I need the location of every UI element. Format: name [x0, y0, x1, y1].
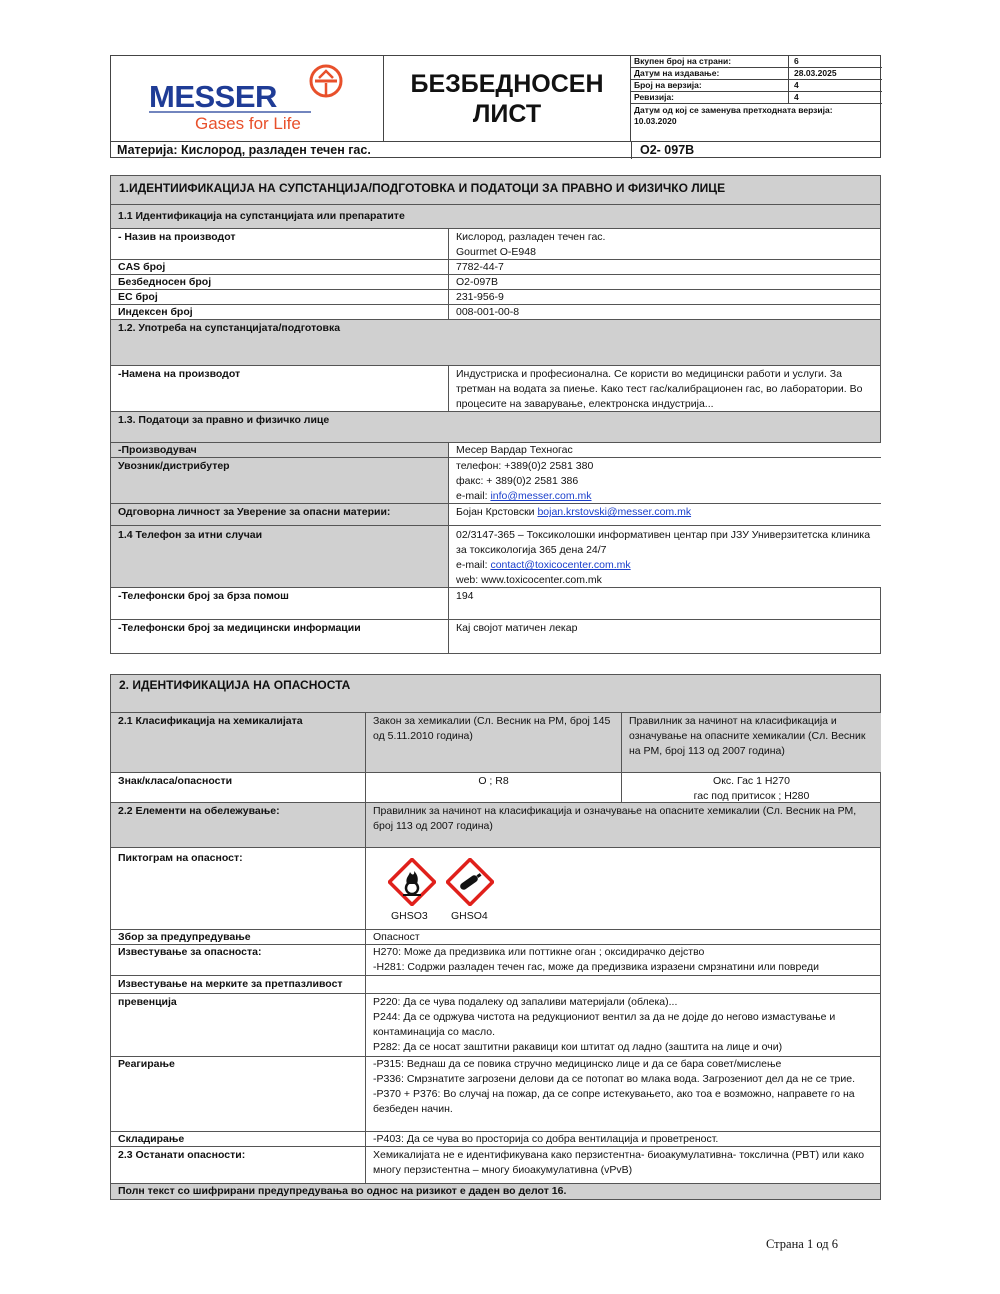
section-1-heading	[111, 176, 880, 205]
row-value: Опасност	[365, 930, 881, 944]
classification-law: Закон за хемикалии (Сл. Весник на РМ, број 145 од 5.11.2010 година)	[365, 713, 621, 772]
row-value: 7782-44-7	[448, 260, 881, 274]
row-safety-number	[111, 275, 880, 290]
importer-email-link[interactable]: info@messer.com.mk	[490, 490, 592, 502]
row-label: Известување за опасноста:	[118, 946, 262, 958]
row-value: H270: Може да предизвика или поттикне оган ; оксидирачко дејство -H281: Содржи разладен течен гас, може да предизвика изразени смрзнатини или повреди	[365, 945, 881, 975]
meta-value: 4	[794, 92, 799, 102]
company-logo	[111, 56, 384, 141]
row-label: -Намена на производот	[118, 368, 241, 380]
pictogram-1-label: GHSO3	[391, 910, 428, 922]
row-label: -Производувач	[118, 444, 197, 456]
row-value: Индустриска и професионална. Се користи во медицински работи и услуги. За третман на водата за пиење. Како тест гас/калибрационен гас, во лаборатории. Во процесите на заварување, електронска индустрија...	[448, 366, 881, 411]
substance-bar	[111, 141, 880, 158]
document-title: БЕЗБЕДНОСЕН ЛИСТ	[384, 56, 631, 141]
page-of-label: од	[813, 1237, 832, 1251]
row-cas	[111, 260, 880, 275]
meta-value: 6	[794, 56, 799, 66]
row-label: Знак/класа/опасности	[118, 775, 233, 787]
row-label: Реагирање	[118, 1058, 175, 1070]
subsection-1-3	[111, 412, 880, 443]
meta-row-total-pages	[631, 56, 882, 68]
row-value: -P403: Да се чува во просторија со добра вентилација и проветреност.	[365, 1132, 881, 1146]
section-2-table	[110, 674, 881, 1200]
email-prefix: e-mail:	[456, 559, 491, 571]
messer-logo-graphic	[111, 56, 383, 141]
importer-fax: факс: + 389(0)2 2581 386	[456, 475, 579, 487]
meta-row-revision	[631, 92, 882, 104]
row-label: CAS број	[118, 261, 166, 273]
meta-value: 4	[794, 80, 799, 90]
row-value: Месер Вардар Техногас	[448, 443, 881, 457]
row-label: Известување на мерките за претпазливост	[118, 978, 343, 990]
flame-over-circle-icon	[388, 858, 436, 906]
row-value: 008-001-00-8	[448, 305, 881, 319]
page-number: 1	[806, 1237, 814, 1251]
section-title: 1.ИДЕНТИИФИКАЦИЈА НА СУПСТАНЦИЈА/ПОДГОТОВКА И ПОДАТОЦИ ЗА ПРАВНО И ФИЗИЧКО ЛИЦЕ	[119, 181, 726, 195]
pictogram-2-label: GHSO4	[451, 910, 488, 922]
row-value	[448, 458, 881, 503]
row-label: ЕС број	[118, 291, 158, 303]
row-storage	[111, 1132, 880, 1147]
row-value	[448, 504, 881, 525]
subsection-1-1	[111, 205, 880, 229]
substance-name: Материја: Кислород, разладен течен гас.	[117, 143, 371, 157]
substance-code: O2- 097B	[631, 142, 880, 159]
row-first-aid-phone	[111, 588, 880, 620]
meta-label: Датум од кој се заменува претходната верзија:	[634, 105, 833, 115]
logo-brand-text: MESSER	[149, 79, 277, 114]
row-label: Безбедносен број	[118, 276, 212, 288]
section-title: 2. ИДЕНТИФИКАЦИЈА НА ОПАСНОСТА	[119, 678, 351, 692]
page-label: Страна	[766, 1237, 807, 1251]
meta-label: Број на верзија:	[631, 80, 789, 91]
row-label: превенција	[118, 996, 177, 1008]
emergency-line: 02/3147-365 – Токсиколошки информативен центар при ЈЗУ Универзитетска клиника за токсикологија 365 дена 24/7	[456, 529, 871, 556]
row-value	[448, 526, 881, 587]
row-label: Увозник/дистрибутер	[118, 460, 230, 472]
logo-tagline-text: Gases for Life	[195, 114, 301, 133]
subsection-1-2	[111, 320, 880, 366]
row-value: 231-956-9	[448, 290, 881, 304]
gas-cylinder-icon	[446, 858, 494, 906]
row-label: 2.1 Класификација на хемикалијата	[111, 713, 365, 772]
row-precautionary-heading	[111, 976, 880, 994]
meta-label: Датум на издавање:	[631, 68, 789, 79]
row-responsible-person	[111, 504, 880, 526]
row-other-hazards	[111, 1147, 880, 1184]
subsection-title: 1.2. Употреба на супстанцијата/подготовка	[118, 322, 341, 334]
row-value: O2-097B	[448, 275, 881, 289]
importer-phone: телефон: +389(0)2 2581 380	[456, 460, 594, 472]
row-value: Кај својот матичен лекар	[448, 620, 881, 653]
page-footer	[766, 1237, 838, 1252]
meta-row-issue-date	[631, 68, 882, 80]
meta-label: Вкупен број на страни:	[631, 56, 789, 67]
full-text-note: Полн текст со шифрирани предупредувања во однос на ризикот е даден во делот 16.	[118, 1185, 567, 1197]
emergency-web: web: www.toxicocenter.com.mk	[456, 574, 602, 586]
row-label: Збор за предупредување	[118, 931, 251, 943]
row-label: - Назив на производот	[118, 231, 236, 243]
row-prevention	[111, 994, 880, 1057]
row-importer	[111, 458, 880, 504]
row-product-name	[111, 229, 880, 260]
row-label: -Телефонски број за брза помош	[118, 590, 289, 602]
meta-value: 28.03.2025	[794, 68, 837, 78]
row-full-text-note	[111, 1184, 880, 1199]
document-meta-table	[631, 56, 882, 141]
meta-row-version	[631, 80, 882, 92]
row-medical-phone	[111, 620, 880, 653]
sign-rulebook: Окс. Гас 1 H270 гас под притисок ; H280	[621, 773, 881, 802]
document-header	[110, 55, 881, 158]
messer-emblem-icon	[311, 66, 341, 97]
row-value: -P315: Веднаш да се повика стручно медицинско лице и да се бара совет/мислење -P336: Смрзнатите загрозени делови да се потопат во млака вода. Загрозениот дел да не се трие. -P370 + P376: Во случај на пожар, да се сопре истекувањето, ако тоа е возможно, направете го на безбеден начин.	[365, 1057, 881, 1131]
row-value: Правилник за начинот на класификација и означување на опасните хемикалии (Сл. Весник на РМ, број 113 од 2007 година)	[365, 803, 881, 847]
email-prefix: e-mail:	[456, 490, 491, 502]
row-value: Кислород, разладен течен гас. Gourmet O-E948	[448, 229, 881, 259]
responsible-email-link[interactable]: bojan.krstovski@messer.com.mk	[537, 506, 692, 518]
row-emergency-phone	[111, 526, 880, 588]
row-value: P220: Да се чува подалеку од запаливи материјали (облека)... P244: Да се одржува чистота на редукциониот вентил за да не дојде до негово измастување и контаминација со масло. P282: Да се носат заштитни ракавици кои штитат од ладно (заштита на лице и очи)	[365, 994, 881, 1056]
row-response	[111, 1057, 880, 1132]
row-label: -Телефонски број за медицински информации	[118, 622, 361, 634]
emergency-email-line	[456, 558, 874, 573]
row-label: 2.2 Елементи на обележување:	[118, 805, 280, 817]
row-label: Пиктограм на опасност:	[118, 852, 243, 864]
row-value-empty	[365, 976, 881, 993]
row-label: Складирање	[118, 1133, 185, 1145]
row-classification	[111, 713, 880, 773]
section-2-heading	[111, 675, 880, 713]
row-label: Одговорна личност за Уверение за опасни материи:	[118, 506, 391, 518]
sign-law: O ; R8	[365, 773, 621, 802]
row-pictograms	[111, 848, 880, 930]
pictogram-cell	[365, 848, 881, 929]
row-ec-number	[111, 290, 880, 305]
emergency-email-link[interactable]: contact@toxicocenter.com.mk	[490, 559, 631, 571]
responsible-name: Бојан Крстовски	[456, 506, 538, 518]
classification-rulebook: Правилник за начинот на класификација и означување на опасните хемикалии (Сл. Весник на РМ, број 113 од 2007 година)	[621, 713, 881, 772]
meta-row-replaced-date	[631, 104, 882, 129]
row-sign-class	[111, 773, 880, 803]
meta-label: Ревизија:	[631, 92, 789, 103]
row-label: 2.3 Останати опасности:	[118, 1149, 246, 1161]
row-index-number	[111, 305, 880, 320]
row-product-purpose	[111, 366, 880, 412]
row-value: 194	[448, 588, 881, 619]
row-label: Индексен број	[118, 306, 193, 318]
subsection-title: 1.3. Податоци за правно и физичко лице	[118, 414, 330, 426]
row-signal-word	[111, 930, 880, 945]
importer-email-line	[456, 489, 874, 504]
row-hazard-statements	[111, 945, 880, 976]
meta-value: 10.03.2020	[634, 116, 677, 126]
row-label-elements	[111, 803, 880, 848]
row-value: Хемикалијата не е идентификувана како перзистентна- биоакумулативна- токслична (PBT) или како многу перзистентна – многу биоакумулативна (vPvB)	[365, 1147, 881, 1183]
row-label: 1.4 Телефон за итни случаи	[118, 529, 263, 541]
section-1-table	[110, 175, 881, 654]
row-manufacturer	[111, 443, 880, 458]
subsection-title: 1.1 Идентификација на супстанцијата или препаратите	[118, 210, 405, 222]
page-total: 6	[831, 1237, 838, 1251]
